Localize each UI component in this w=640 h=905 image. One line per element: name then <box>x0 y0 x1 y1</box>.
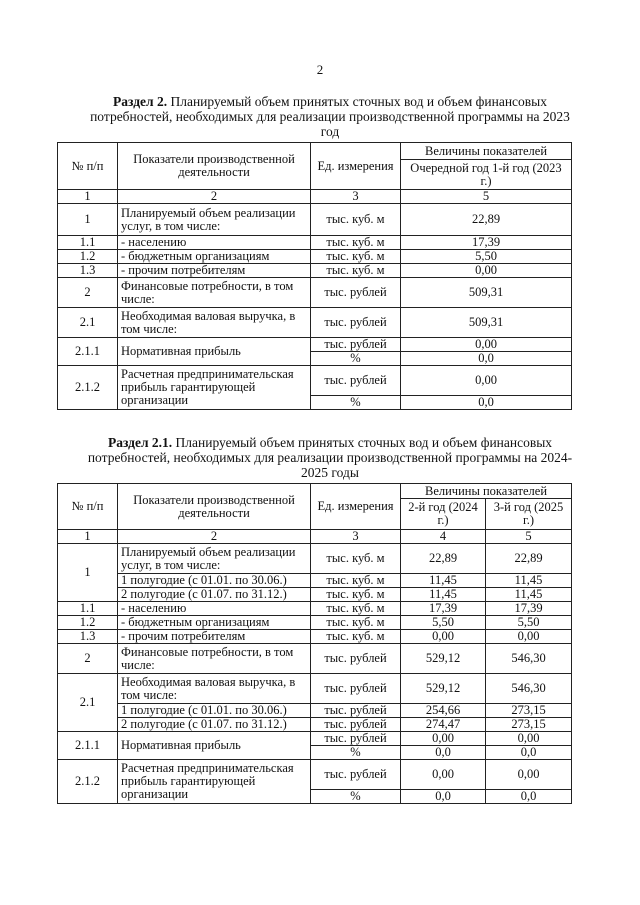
row-unit: тыс. куб. м <box>311 236 401 250</box>
page-number: 2 <box>316 62 324 77</box>
row-unit: тыс. куб. м <box>311 616 401 630</box>
row-num: 2.1.1 <box>58 338 118 366</box>
row-value-2025: 11,45 <box>486 588 572 602</box>
header-year-2: 2-й год (2024 г.) <box>401 499 486 530</box>
row-num: 1.2 <box>58 616 118 630</box>
row-name: Планируемый объем реализации услуг, в том числе: <box>118 204 311 236</box>
row-name: Финансовые потребности, в том числе: <box>118 644 311 674</box>
table-row <box>58 574 572 588</box>
row-unit: тыс. рублей <box>311 674 401 704</box>
row-unit: тыс. рублей <box>311 644 401 674</box>
col-number: 2 <box>118 530 311 544</box>
col-number: 4 <box>401 530 486 544</box>
col-number: 2 <box>118 190 311 204</box>
row-value-2024: 0,00 <box>401 732 486 746</box>
row-value-2024: 5,50 <box>401 616 486 630</box>
row-num: 1 <box>58 204 118 236</box>
row-unit: тыс. рублей <box>311 366 401 396</box>
row-value-2024: 11,45 <box>401 574 486 588</box>
table-row <box>58 250 572 264</box>
row-num: 2.1 <box>58 674 118 732</box>
row-value: 509,31 <box>401 278 572 308</box>
table-row <box>58 674 572 704</box>
row-name: Расчетная предпринимательская прибыль гарантирующей организации <box>118 760 311 804</box>
row-name: 2 полугодие (с 01.07. по 31.12.) <box>118 588 311 602</box>
table-row <box>58 704 572 718</box>
row-value-2024: 254,66 <box>401 704 486 718</box>
row-value: 509,31 <box>401 308 572 338</box>
table-row <box>58 616 572 630</box>
row-value-2025: 0,00 <box>486 630 572 644</box>
row-name: Нормативная прибыль <box>118 732 311 760</box>
section-2-title-text: Планируемый объем принятых сточных вод и объем финансовых потребностей, необходимых для реализации производственной программы на 2023 год <box>90 94 570 139</box>
row-num: 1.1 <box>58 602 118 616</box>
col-number: 1 <box>58 190 118 204</box>
row-value-2025: 0,00 <box>486 732 572 746</box>
row-value-2025: 5,50 <box>486 616 572 630</box>
header-period: Очередной год 1-й год (2023 г.) <box>401 160 572 190</box>
row-name: Финансовые потребности, в том числе: <box>118 278 311 308</box>
row-unit: тыс. куб. м <box>311 588 401 602</box>
row-unit: % <box>311 352 401 366</box>
row-value: 17,39 <box>401 236 572 250</box>
row-unit: тыс. куб. м <box>311 264 401 278</box>
row-value-2024: 0,0 <box>401 746 486 760</box>
table-row <box>58 544 572 574</box>
row-value-2024: 22,89 <box>401 544 486 574</box>
header-indicator: Показатели производственной деятельности <box>118 484 311 530</box>
row-name: - бюджетным организациям <box>118 616 311 630</box>
table-row <box>58 718 572 732</box>
row-value-2025: 546,30 <box>486 644 572 674</box>
row-value: 22,89 <box>401 204 572 236</box>
table-row <box>58 602 572 616</box>
section-2-title <box>80 94 580 139</box>
row-unit: тыс. куб. м <box>311 544 401 574</box>
row-unit: тыс. рублей <box>311 732 401 746</box>
col-number: 3 <box>311 190 401 204</box>
row-value-2024: 529,12 <box>401 644 486 674</box>
table-row <box>58 644 572 674</box>
section-2-title-bold: Раздел 2. <box>113 94 168 109</box>
row-num: 2.1.1 <box>58 732 118 760</box>
row-value: 0,00 <box>401 366 572 396</box>
row-name: - населению <box>118 236 311 250</box>
col-number: 5 <box>401 190 572 204</box>
row-name: - прочим потребителям <box>118 630 311 644</box>
table-row <box>58 204 572 236</box>
row-name: - бюджетным организациям <box>118 250 311 264</box>
row-num: 1 <box>58 544 118 602</box>
table-row <box>58 278 572 308</box>
row-value-2024: 0,0 <box>401 790 486 804</box>
row-unit: тыс. куб. м <box>311 630 401 644</box>
section-2-table <box>57 142 572 410</box>
row-value: 0,0 <box>401 352 572 366</box>
row-unit: тыс. куб. м <box>311 250 401 264</box>
row-value: 5,50 <box>401 250 572 264</box>
row-num: 1.3 <box>58 264 118 278</box>
header-num: № п/п <box>58 484 118 530</box>
row-num: 2 <box>58 278 118 308</box>
row-unit: тыс. куб. м <box>311 204 401 236</box>
row-name: 1 полугодие (с 01.01. по 30.06.) <box>118 574 311 588</box>
section-2-1-table <box>57 483 572 804</box>
row-value-2024: 274,47 <box>401 718 486 732</box>
header-year-3: 3-й год (2025 г.) <box>486 499 572 530</box>
row-value-2025: 0,0 <box>486 790 572 804</box>
row-value-2024: 0,00 <box>401 760 486 790</box>
row-value: 0,0 <box>401 396 572 410</box>
table-row <box>58 760 572 790</box>
header-num: № п/п <box>58 143 118 190</box>
header-unit: Ед. измерения <box>311 484 401 530</box>
row-unit: % <box>311 790 401 804</box>
row-unit: тыс. рублей <box>311 718 401 732</box>
table-row <box>58 308 572 338</box>
table-row <box>58 588 572 602</box>
col-number: 3 <box>311 530 401 544</box>
table-row <box>58 732 572 746</box>
row-num: 2.1.2 <box>58 760 118 804</box>
header-values: Величины показателей <box>401 484 572 499</box>
row-name: Нормативная прибыль <box>118 338 311 366</box>
row-name: 1 полугодие (с 01.01. по 30.06.) <box>118 704 311 718</box>
row-name: Планируемый объем реализации услуг, в том числе: <box>118 544 311 574</box>
row-value-2024: 0,00 <box>401 630 486 644</box>
row-name: 2 полугодие (с 01.07. по 31.12.) <box>118 718 311 732</box>
header-values: Величины показателей <box>401 143 572 160</box>
table-row <box>58 366 572 396</box>
row-value-2024: 529,12 <box>401 674 486 704</box>
row-num: 2.1 <box>58 308 118 338</box>
row-value-2025: 11,45 <box>486 574 572 588</box>
row-value: 0,00 <box>401 264 572 278</box>
section-2-1-title-text: Планируемый объем принятых сточных вод и объем финансовых потребностей, необходимых для реализации производственной программы на 2024-2025 годы <box>87 435 573 480</box>
row-name: - прочим потребителям <box>118 264 311 278</box>
col-number: 5 <box>486 530 572 544</box>
row-num: 1.1 <box>58 236 118 250</box>
row-unit: тыс. куб. м <box>311 574 401 588</box>
row-name: Расчетная предпринимательская прибыль гарантирующей организации <box>118 366 311 410</box>
row-value-2025: 273,15 <box>486 718 572 732</box>
table-row <box>58 630 572 644</box>
row-num: 1.2 <box>58 250 118 264</box>
header-indicator: Показатели производственной деятельности <box>118 143 311 190</box>
row-value-2025: 546,30 <box>486 674 572 704</box>
section-2-1-title <box>80 435 580 480</box>
section-2-1-title-bold: Раздел 2.1. <box>107 435 173 450</box>
row-value-2025: 22,89 <box>486 544 572 574</box>
row-unit: тыс. рублей <box>311 308 401 338</box>
row-value-2024: 17,39 <box>401 602 486 616</box>
row-value-2025: 273,15 <box>486 704 572 718</box>
col-number: 1 <box>58 530 118 544</box>
row-num: 1.3 <box>58 630 118 644</box>
row-num: 2 <box>58 644 118 674</box>
row-unit: тыс. рублей <box>311 760 401 790</box>
table-row <box>58 338 572 352</box>
row-name: Необходимая валовая выручка, в том числе: <box>118 308 311 338</box>
row-value-2025: 0,0 <box>486 746 572 760</box>
row-unit: тыс. рублей <box>311 278 401 308</box>
table-row <box>58 264 572 278</box>
row-unit: тыс. рублей <box>311 338 401 352</box>
row-unit: тыс. куб. м <box>311 602 401 616</box>
header-unit: Ед. измерения <box>311 143 401 190</box>
row-value-2025: 0,00 <box>486 760 572 790</box>
row-value: 0,00 <box>401 338 572 352</box>
row-unit: % <box>311 396 401 410</box>
row-name: Необходимая валовая выручка, в том числе: <box>118 674 311 704</box>
row-num: 2.1.2 <box>58 366 118 410</box>
row-unit: % <box>311 746 401 760</box>
row-name: - населению <box>118 602 311 616</box>
table-row <box>58 236 572 250</box>
row-unit: тыс. рублей <box>311 704 401 718</box>
row-value-2025: 17,39 <box>486 602 572 616</box>
row-value-2024: 11,45 <box>401 588 486 602</box>
